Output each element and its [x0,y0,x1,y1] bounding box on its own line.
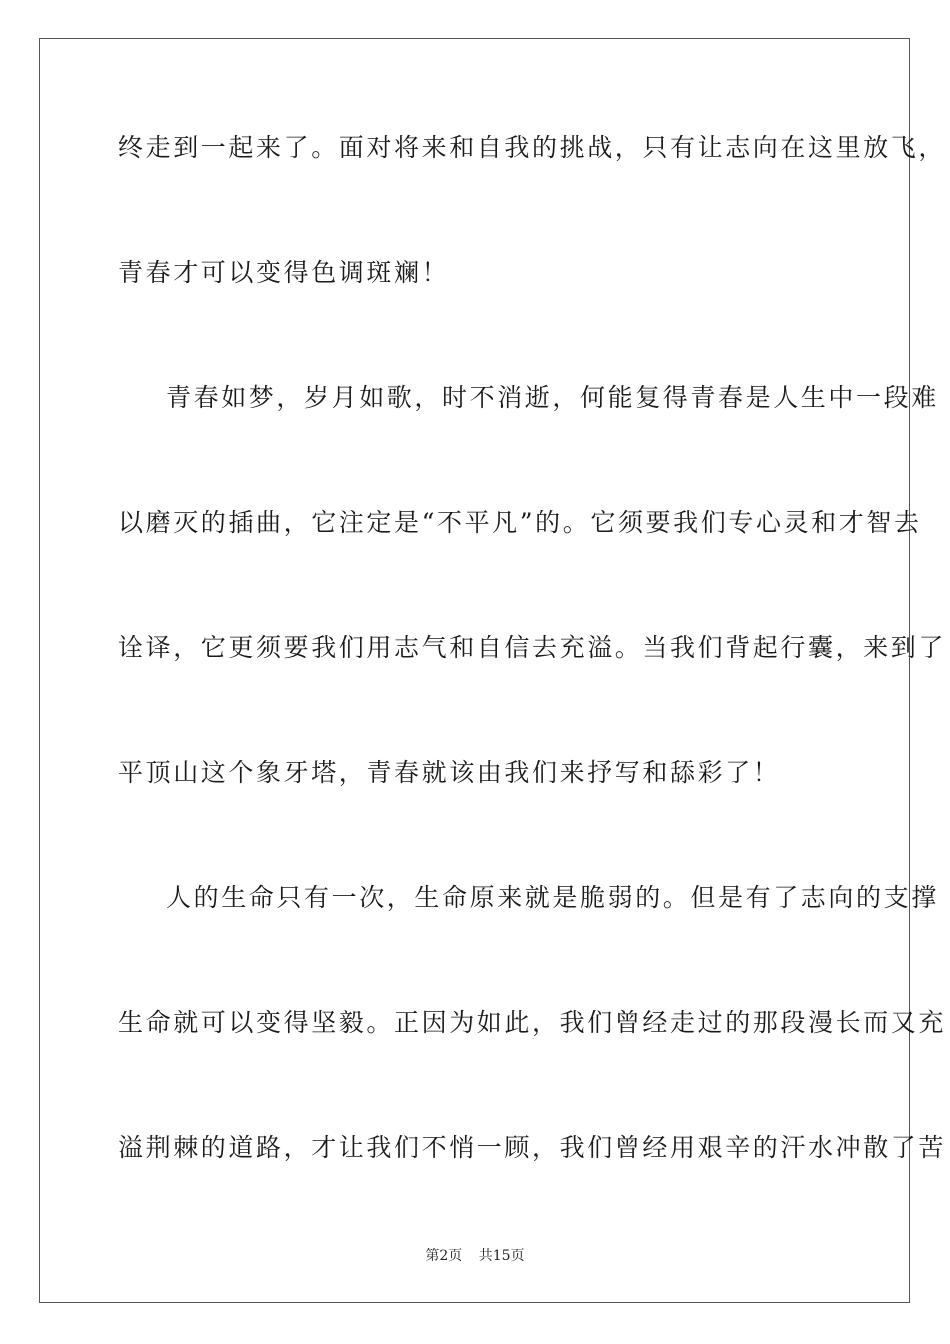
page-frame [39,38,947,1303]
body-text-line: 以磨灭的插曲，它注定是“不平凡”的。它须要我们专心灵和才智去 [118,508,922,537]
body-text-line: 溢荆棘的道路，才让我们不悄一顾，我们曾经用艰辛的汗水冲散了苦 [118,1133,947,1162]
body-text-line: 生命就可以变得坚毅。正因为如此，我们曾经走过的那段漫长而又充 [118,1008,947,1037]
page-number: 第2页 [425,1248,463,1264]
paragraph-first-line: 人的生命只有一次，生命原来就是脆弱的。但是有了志向的支撑 [166,883,939,912]
body-text-line: 青春才可以变得色调斑斓！ [118,258,450,287]
body-text-line: 诠译，它更须要我们用志气和自信去充溢。当我们背起行囊，来到了 [118,633,947,662]
page-footer [0,1247,950,1265]
body-text-line: 终走到一起来了。面对将来和自我的挑战，只有让志向在这里放飞， [118,133,947,162]
total-pages: 共15页 [478,1248,525,1264]
body-text-line: 平顶山这个象牙塔，青春就该由我们来抒写和舔彩了！ [118,758,781,787]
paragraph-first-line: 青春如梦，岁月如歌，时不消逝，何能复得青春是人生中一段难 [166,383,939,412]
